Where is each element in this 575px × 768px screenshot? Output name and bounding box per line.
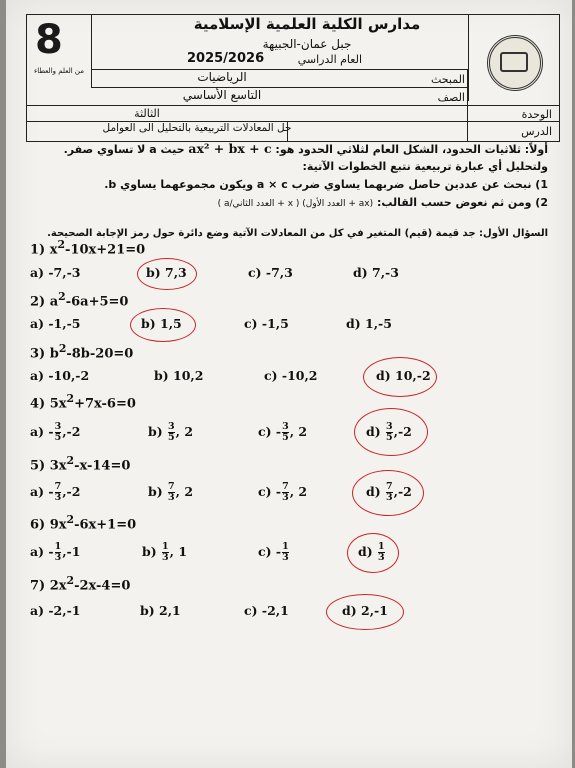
step-2-text: 2) ومن ثم نعوض حسب القالب: [376,196,548,209]
intro-text: أولاً: ثلاثيات الحدود، الشكل العام لثلاثي الحدود هو: [275,143,548,156]
q3-option-a[interactable]: a) -10,-2 [30,368,90,383]
q4-option-a[interactable]: a) - $\frac{3}{5}$ ,-2 [30,421,81,443]
equation-3: 3) $b^2-8b-20=0$ [30,342,134,362]
school-name: مدارس الكلية العلمية الإسلامية [193,15,421,33]
general-form: ax² + bx + c [188,141,272,156]
answer-circle [326,594,404,630]
grade-label: الصف [437,91,465,104]
grade-value: التاسع الأساسي [182,88,262,102]
q6-option-d[interactable]: d) $\frac{1}{3}$ [358,541,385,563]
header-table [26,14,560,142]
q1-option-b[interactable]: b) 7,3 [146,265,187,280]
unit-label: الوحدة [521,108,552,121]
step-1: 1) نبحث عن عددين حاصل ضربهما يساوي ضرب a × c ويكون مجموعهما يساوي b. [104,178,548,191]
step-2-template: (ax + العدد الأول) ( x + العدد الثاني/a ) [217,199,374,209]
q7-option-d[interactable]: d) 2,-1 [342,603,388,618]
q7-option-c[interactable]: c) -2,1 [244,603,289,618]
equation-4: 4) $5x^2+7x-6=0$ [30,392,136,412]
intro-condition: حيث a لا تساوي صفر. [63,143,185,156]
question-title: السؤال الأول: جد قيمة (قيم) المتغير في كل من المعادلات الآتية وضع دائرة حول رمز الإجابة الصحيحة. [47,228,548,239]
answer-circle [363,357,437,397]
answer-circle [130,308,196,342]
equation-7: 7) $2x^2-2x-4=0$ [30,574,131,594]
q1-option-a[interactable]: a) -7,-3 [30,265,81,280]
intro-line-2: ولتحليل أي عبارة تربيعية نتبع الخطوات الآتية: [302,160,548,173]
q2-option-a[interactable]: a) -1,-5 [30,316,81,331]
q4-option-d[interactable]: d) $\frac{3}{5}$ ,-2 [366,421,412,443]
q5-option-d[interactable]: d) $\frac{7}{3}$ ,-2 [366,481,412,503]
unit-value: الثالثة [134,107,160,120]
subject-label: المبحث [431,73,465,86]
q5-option-a[interactable]: a) - $\frac{7}{3}$ ,-2 [30,481,81,503]
equation-6: 6) $9x^2-6x+1=0$ [30,513,137,533]
q2-option-b[interactable]: b) 1,5 [141,316,182,331]
step-2 [218,196,548,209]
q3-option-b[interactable]: b) 10,2 [154,368,204,383]
subject-value: الرياضيات [197,70,247,84]
q3-option-c[interactable]: c) -10,2 [264,368,318,383]
q2-option-d[interactable]: d) 1,-5 [346,316,392,331]
q4-option-b[interactable]: b) $\frac{3}{5}$ , 2 [148,421,194,443]
answer-circle [354,408,428,456]
q2-option-c[interactable]: c) -1,5 [244,316,289,331]
q7-option-a[interactable]: a) -2,-1 [30,603,81,618]
q1-option-c[interactable]: c) -7,3 [248,265,293,280]
logo-number: 8 [35,17,60,63]
answer-circle [137,258,197,290]
q4-option-c[interactable]: c) - $\frac{3}{5}$ , 2 [258,421,308,443]
q6-option-b[interactable]: b) $\frac{1}{3}$ , 1 [142,541,188,563]
seal-icon [487,35,543,91]
q5-option-c[interactable]: c) - $\frac{7}{3}$ , 2 [258,481,308,503]
worksheet-page [6,0,572,768]
q1-option-d[interactable]: d) 7,-3 [353,265,399,280]
q6-option-c[interactable]: c) - $\frac{1}{3}$ [258,541,289,563]
intro-line-1 [28,141,548,156]
branch-name: جبل عمان-الجبيهة [262,37,352,51]
q7-option-b[interactable]: b) 2,1 [140,603,181,618]
answer-circle [352,470,424,516]
year-label: العام الدراسي [297,53,362,66]
q5-option-b[interactable]: b) $\frac{7}{3}$ , 2 [148,481,194,503]
q3-option-d[interactable]: d) 10,-2 [376,368,431,383]
lesson-title: حل المعادلات التربيعية بالتحليل الى العوامل [102,122,292,134]
answer-circle [347,533,399,573]
equation-2: 2) $a^2-6a+5=0$ [30,290,129,310]
lesson-label: الدرس [521,125,552,138]
college-seal [468,15,559,101]
q6-option-a[interactable]: a) - $\frac{1}{3}$ ,-1 [30,541,81,563]
equation-5: 5) $3x^2-x-14=0$ [30,454,131,474]
school-logo [27,15,92,87]
logo-caption: من العلم والعطاء [34,67,84,75]
equation-1: 1) $x^2-10x+21=0$ [30,238,146,258]
school-year: 2025/2026 [187,51,265,66]
